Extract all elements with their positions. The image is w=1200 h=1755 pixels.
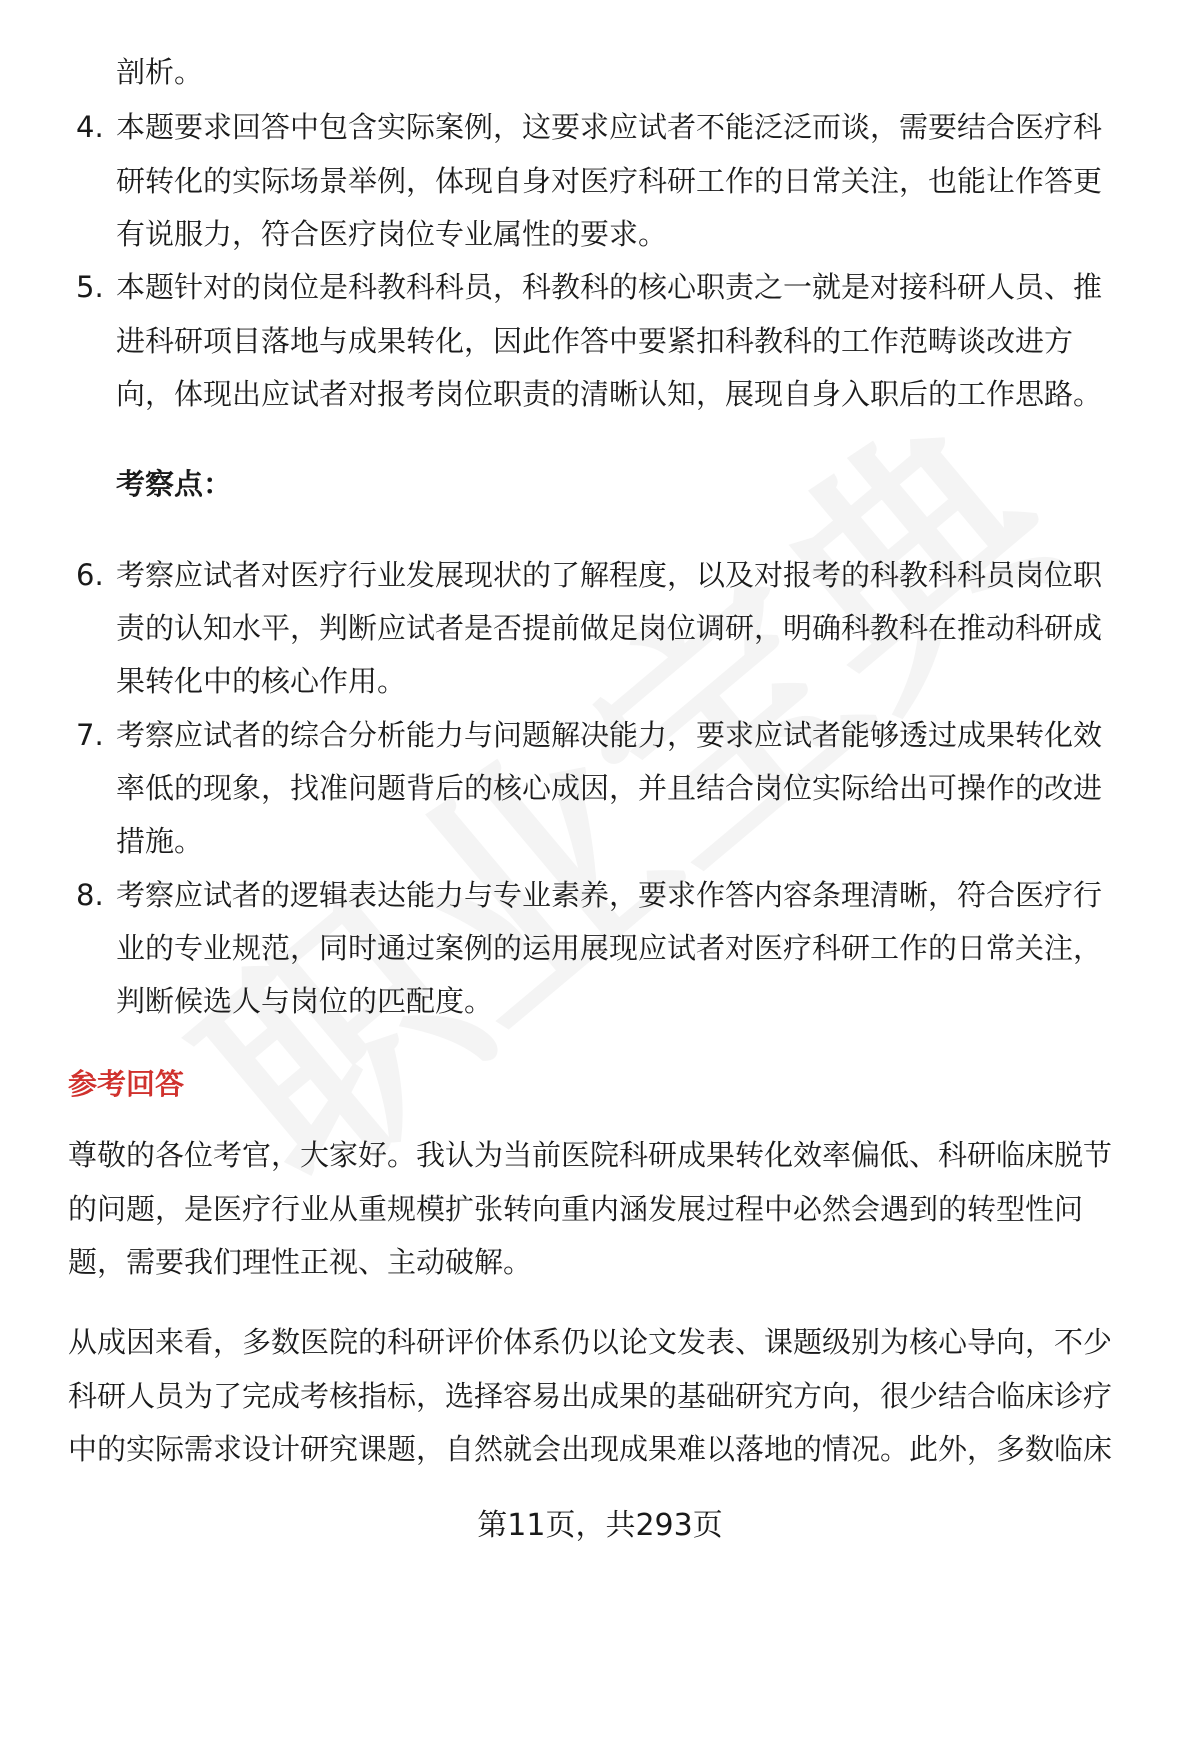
list-item-line: 本题要求回答中包含实际案例，这要求应试者不能泛泛而谈，需要结合医疗科 (116, 110, 1103, 144)
list-item-line: 本题针对的岗位是科教科科员，科教科的核心职责之一就是对接科研人员、推 (116, 270, 1103, 304)
list-item-line: 业的专业规范，同时通过案例的运用展现应试者对医疗科研工作的日常关注， (116, 931, 1103, 965)
list-item-line: 判断候选人与岗位的匹配度。 (116, 984, 494, 1018)
paragraph-line: 科研人员为了完成考核指标，选择容易出成果的基础研究方向，很少结合临床诊疗 (68, 1379, 1113, 1413)
list-number: 7. (76, 718, 104, 752)
list-item-line: 率低的现象，找准问题背后的核心成因，并且结合岗位实际给出可操作的改进 (116, 771, 1103, 805)
paragraph-line: 中的实际需求设计研究课题，自然就会出现成果难以落地的情况。此外，多数临床 (68, 1432, 1113, 1466)
list-item-line: 有说服力，符合医疗岗位专业属性的要求。 (116, 217, 668, 251)
list-number: 6. (76, 558, 104, 592)
section-heading: 考察点： (116, 467, 233, 501)
list-item-line: 果转化中的核心作用。 (116, 664, 407, 698)
list-item-line: 考察应试者的逻辑表达能力与专业素养，要求作答内容条理清晰，符合医疗行 (116, 878, 1103, 912)
page-number-footer: 第11页，共293页 (477, 1508, 723, 1543)
list-number: 5. (76, 270, 104, 304)
answer-heading: 参考回答 (68, 1067, 185, 1101)
list-item-line: 措施。 (116, 824, 204, 858)
list-item-line: 考察应试者对医疗行业发展现状的了解程度，以及对报考的科教科科员岗位职 (116, 558, 1103, 592)
paragraph-line: 从成因来看，多数医院的科研评价体系仍以论文发表、课题级别为核心导向，不少 (68, 1325, 1113, 1359)
paragraph-line: 尊敬的各位考官，大家好。我认为当前医院科研成果转化效率偏低、科研临床脱节 (68, 1138, 1113, 1172)
list-item-line: 责的认知水平，判断应试者是否提前做足岗位调研，明确科教科在推动科研成 (116, 611, 1103, 645)
list-number: 8. (76, 878, 104, 912)
intro-tail-line: 剖析。 (116, 55, 204, 89)
list-item-line: 进科研项目落地与成果转化，因此作答中要紧扣科教科的工作范畴谈改进方 (116, 324, 1074, 358)
list-item-line: 考察应试者的综合分析能力与问题解决能力，要求应试者能够透过成果转化效 (116, 718, 1103, 752)
list-item-line: 研转化的实际场景举例，体现自身对医疗科研工作的日常关注，也能让作答更 (116, 164, 1103, 198)
list-number: 4. (76, 110, 104, 144)
list-item-line: 向，体现出应试者对报考岗位职责的清晰认知，展现自身入职后的工作思路。 (116, 377, 1103, 411)
paragraph-line: 的问题，是医疗行业从重规模扩张转向重内涵发展过程中必然会遇到的转型性问 (68, 1192, 1084, 1226)
paragraph-line: 题，需要我们理性正视、主动破解。 (68, 1245, 533, 1279)
